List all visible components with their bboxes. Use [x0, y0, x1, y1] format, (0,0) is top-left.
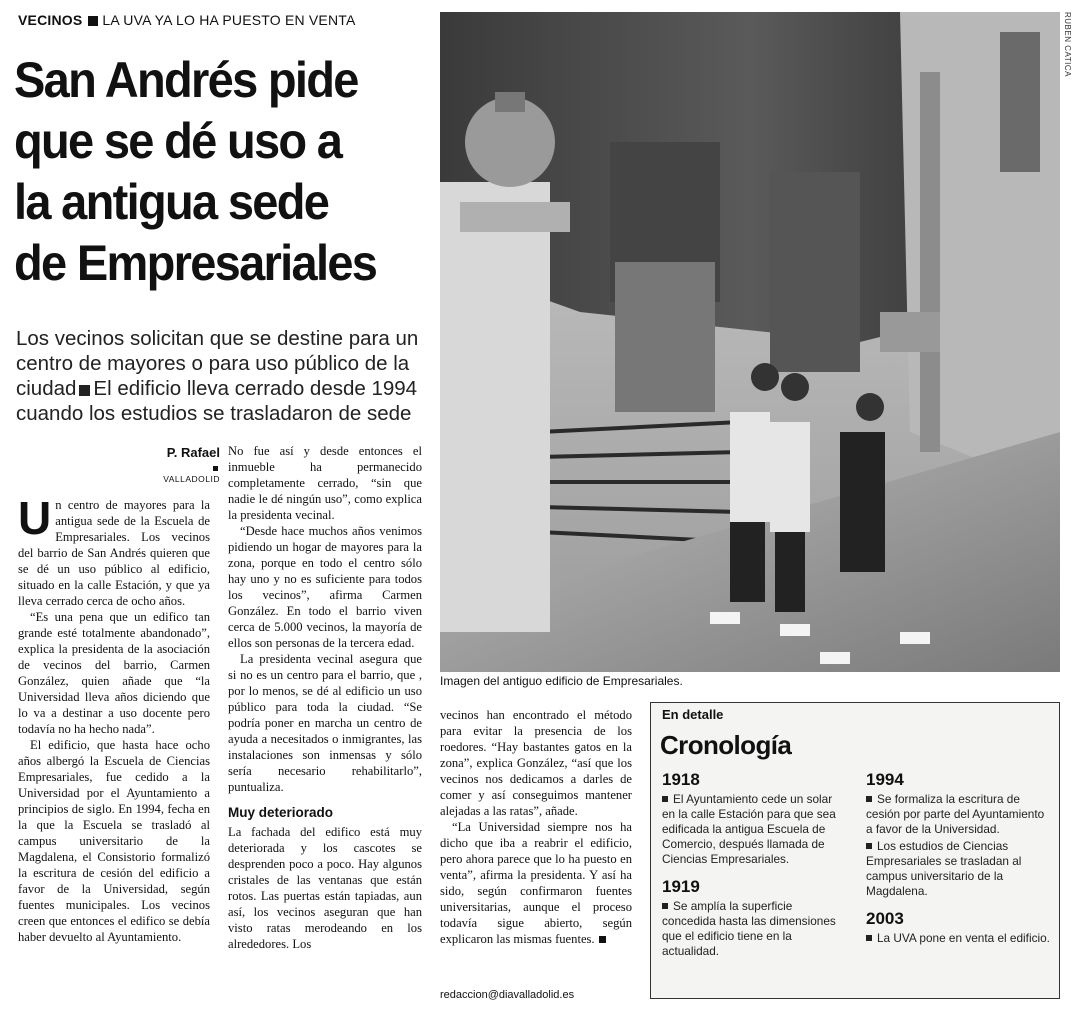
author-email: redaccion@diavalladolid.es: [440, 989, 575, 1001]
article-subheading: Muy deteriorado: [228, 805, 334, 820]
bullet-square-icon: [866, 843, 872, 849]
article-column-3: [440, 707, 632, 947]
timeline-column-2: [866, 770, 1052, 956]
article-column-2: [228, 443, 422, 952]
article-paragraph: La fachada del edifico está muy deteriorada y los cascotes se desprenden poco a poco. Hay algunos cristales de las ventanas que están rotos. Las puertas están tapiadas, aun así, los vecinos aseguran que han visto ratas merodeando en los alrededores. Los: [228, 825, 422, 951]
headline: San Andrés pide que se dé uso a la antigua sede de Empresariales: [14, 52, 377, 291]
box-title: Cronología: [660, 730, 792, 760]
article-paragraph: No fue así y desde entonces el inmueble ha permanecido completamente cerrado, “sin que nadie le dé ningún uso”, como explica la presidenta vecinal.: [228, 444, 422, 522]
timeline-entry: La UVA pone en venta el edificio.: [866, 931, 1052, 946]
timeline-year: 1919: [662, 877, 700, 896]
bullet-square-icon: [213, 466, 218, 471]
article-paragraph: Un centro de mayores para la antigua sede de la Escuela de Empresariales. Los vecinos del barrio de San Andrés quieren que se dé un uso público al edificio, situado en la calle Estación, y que ya lleva cerrado cerca de ocho años.: [18, 492, 210, 608]
building-photo: [440, 12, 1060, 672]
article-paragraph: “Desde hace muchos años venimos pidiendo un hogar de mayores para la zona, porque en todo el centro sólo hay uno y no es suficiente para todos los vecinos”, afirma Carmen González. En todo el barrio viven cerca de 5.000 vecinos, la mayoría de ellos son personas de la tercera edad.: [228, 524, 422, 650]
article-paragraph: “Es una pena que un edifico tan grande esté totalmente abandonado”, explica la presidenta de la asociación de vecinos del barrio, Carmen González, quien añade que “la Universidad lleva años diciendo que lo va a destinar a uso docente pero todavía no ha hecho nada”.: [18, 610, 210, 736]
bullet-square-icon: [866, 935, 872, 941]
bullet-square-icon: [79, 385, 90, 396]
section-kicker: VECINOS LA UVA YA LO HA PUESTO EN VENTA: [18, 12, 356, 28]
article-paragraph: El edificio, que hasta hace ocho años albergó la Escuela de Ciencias Empresariales, fue cedido a la Universidad por el Ayuntamiento a principios de siglo. En 1994, fecha en la que la Escuela se trasladó al campus universitario de la Magdalena, el Consistorio formalizó la escritura de cesión del edificio a favor de la Universidad, según fuentes municipales. Los vecinos creen que entonces el edifico se debía haber devuelto al Ayuntamiento.: [18, 738, 210, 944]
drop-cap: U: [18, 492, 52, 544]
bullet-square-icon: [662, 903, 668, 909]
bullet-square-icon: [88, 16, 98, 26]
timeline-entry: Se amplía la superficie concedida hasta las dimensiones que el edificio tiene en la actualidad.: [662, 899, 836, 958]
timeline-year: 1918: [662, 770, 700, 789]
photo-caption: Imagen del antiguo edificio de Empresariales.: [440, 674, 683, 688]
timeline-entry: El Ayuntamiento cede un solar en la calle Estación para que sea edificada la antigua Escuela de Comercio, después llamada de Ciencias Empresariales.: [662, 792, 836, 866]
timeline-column-1: [662, 770, 848, 969]
timeline-year: 1994: [866, 770, 904, 789]
article-paragraph: La presidenta vecinal asegura que si no es un centro para el barrio, que , por lo menos, se dé al edificio un uso público para toda la ciudad. “Se podría poner en marcha un centro de ayuda a necesitados o inmigrantes, las instalaciones son inmensas y sólo sería necesario rehabilitarlo”, puntualiza.: [228, 652, 422, 794]
byline-location: VALLADOLID: [160, 464, 220, 484]
article-paragraph: vecinos han encontrado el método para evitar la presencia de los roedores. “Hay bastantes gatos en la zona”, explica González, “así que los vecinos nos dedicamos a darles de comer y así conseguimos mantener alejadas a las ratas”, añade.: [440, 708, 632, 818]
timeline-entry: Los estudios de Ciencias Empresariales se trasladan al campus universitario de la Magdalena.: [866, 839, 1022, 898]
author-name: P. Rafael: [166, 445, 220, 460]
photo-credit: RUBEN CATICA: [1063, 12, 1072, 77]
box-label: En detalle: [662, 707, 724, 722]
subheadline: Los vecinos solicitan que se destine para un centro de mayores o para uso público de la ciudad El edificio lleva cerrado desde 1994 cuando los estudios se trasladaron de sede: [16, 327, 419, 425]
timeline-year: 2003: [866, 909, 904, 928]
article-paragraph: “La Universidad siempre nos ha dicho que iba a reabrir el edificio, pero ahora parece que lo ha puesto en venta”, afirma la presidenta. Y así ha sido, según confirmaron fuentes universitarias, aunque el proceso todavía sigue abierto, según explicaron las mismas fuentes.: [440, 820, 632, 946]
article-column-1: [18, 492, 210, 945]
timeline-entry: Se formaliza la escritura de cesión por parte del Ayuntamiento a favor de la Universidad.: [866, 792, 1045, 836]
bullet-square-icon: [662, 796, 668, 802]
byline: [160, 445, 220, 484]
bullet-square-icon: [866, 796, 872, 802]
end-mark-icon: [599, 936, 606, 943]
